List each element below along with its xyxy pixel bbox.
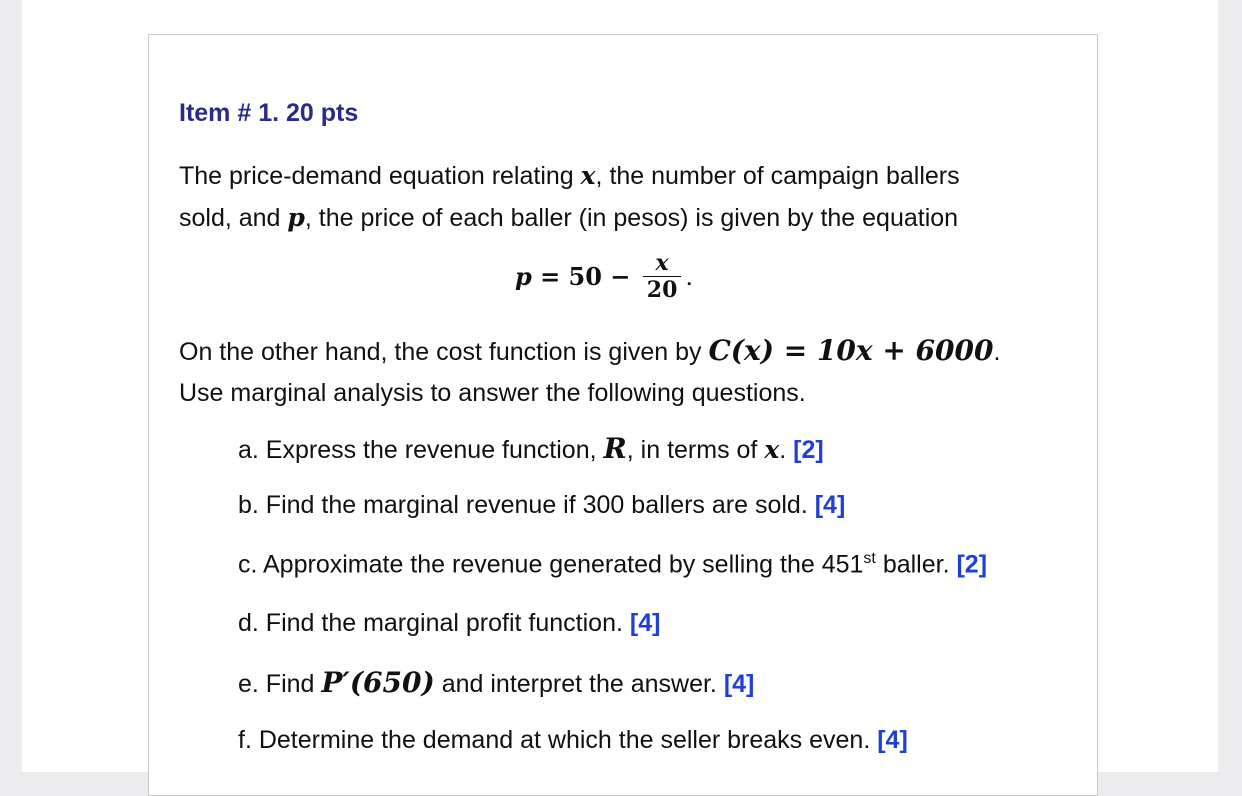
intro-text-1: The price-demand equation relating (179, 162, 581, 190)
eq-denominator: 20 (643, 276, 682, 303)
eq-const: = 50 − (531, 262, 639, 291)
var-x: x (580, 161, 596, 190)
question-c-text-post: baller. (875, 550, 957, 579)
question-e (238, 666, 754, 699)
question-e-text-post: and interpret the answer. (434, 670, 724, 698)
question-e-points: [4] (723, 670, 755, 698)
question-e-text: e. Find (238, 670, 322, 698)
question-a-text-mid: , in terms of (626, 436, 765, 464)
intro-text-2: , the number of campaign ballers (595, 162, 960, 190)
cost-text-2: . (993, 338, 1001, 366)
question-d-points: [4] (629, 609, 661, 637)
cost-text-3: Use marginal analysis to answer the following questions. (179, 379, 806, 407)
question-a-text: a. Express the revenue function, (238, 436, 604, 464)
question-b-points: [4] (814, 491, 846, 519)
question-a-points: [2] (793, 436, 824, 464)
intro-text-3: sold, and (179, 204, 288, 232)
question-b (238, 491, 845, 520)
question-c-superscript: st (863, 550, 876, 567)
question-e-math: P′(650) (321, 666, 435, 699)
demand-equation (0, 250, 1242, 303)
intro-text-4: , the price of each baller (in pesos) is given by the equation (304, 204, 959, 232)
question-d (238, 609, 660, 638)
item-heading: Item # 1. 20 pts (179, 99, 359, 127)
question-a-math-r: R (603, 432, 627, 465)
cost-text-1: On the other hand, the cost function is given by (179, 338, 709, 366)
eq-numerator: x (655, 250, 669, 276)
question-f (238, 726, 908, 755)
question-a-math-x: x (764, 435, 780, 464)
question-c-text: c. Approximate the revenue generated by selling the 451 (238, 550, 864, 579)
intro-paragraph (179, 155, 1059, 239)
cost-function: C(x) = 10x + 6000 (708, 334, 994, 367)
question-d-text: d. Find the marginal profit function. (238, 609, 630, 637)
eq-fraction (643, 250, 682, 303)
question-c-points: [2] (956, 550, 988, 579)
cost-paragraph (179, 330, 1059, 414)
question-b-text: b. Find the marginal revenue if 300 ballers are sold. (238, 491, 815, 519)
eq-lhs: p (514, 262, 532, 291)
var-p: p (287, 203, 305, 232)
question-c (238, 550, 987, 579)
eq-end: . (685, 262, 694, 291)
question-f-points: [4] (877, 726, 908, 754)
question-a (238, 432, 824, 465)
question-a-text-post: . (779, 436, 794, 464)
question-f-text: f. Determine the demand at which the seller breaks even. (238, 726, 878, 754)
